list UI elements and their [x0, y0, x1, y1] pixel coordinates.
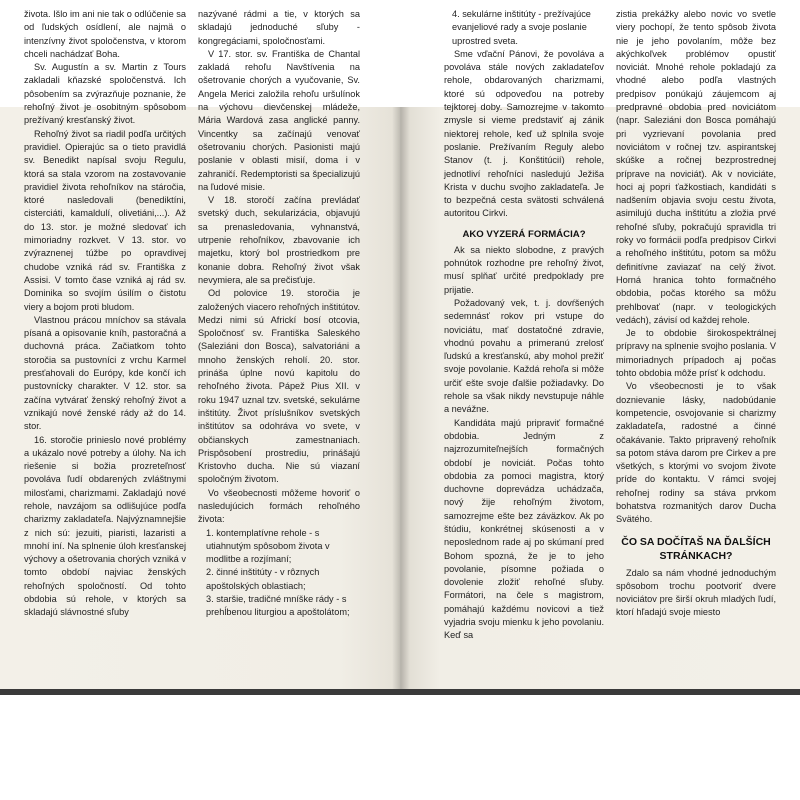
paragraph: Vlastnou prácou mníchov sa stávala písaná a opisovanie kníh, pastoračná a duchovná práca. Začiatkom tohto storočia sa pustovníci z vrchu Karmel presťahovali do Európy, kde končí ich pustovnícky charakter. V 12. stor. sa začína vytvárať ženský rehoľný život a vznikajú nové ženské rády až do 14. stor.	[24, 314, 186, 432]
paragraph: Je to obdobie širokospektrálnej prípravy na splnenie svojho poslania. V mimoriadnych prípadoch aj počas tohto obdobia môže prísť k odchodu.	[616, 328, 776, 379]
text-column-2	[198, 8, 360, 620]
paragraph: nazývané rádmi a tie, v ktorých sa skladajú jednoduché sľuby - kongregáciami, spoločnosťami.	[198, 9, 360, 46]
paragraph: Sme vďační Pánovi, že povoláva a povoláva stále nových zakladateľov rehole, obdarovaných charizmami, ktoré sú odpoveďou na potreby tejktorej doby. Samozrejme v takomto zmysle si vieme predstaviť aj zánik niektorej rehole, keď už splnila svoje poslanie. Prežívaním Reguly alebo Stanov (t. j. Konštitúcií) rehole, jednotliví rehoľníci nasledujú Ježiša Krista v duchu svojho zakladateľa. Je to bezpečná cesta svätosti schválená autoritou Cirkvi.	[444, 48, 604, 219]
paragraph: Od polovice 19. storočia je založených viacero rehoľných inštitútov. Medzi nimi sú Africkí bosí otcovia, Spoločnosť sv. Františka Saleského (Saleziáni don Bosca), salvatoriáni a mnoho ženských reholí. 20. stor. prináša úplne novú kapitolu do rehoľného života. Pápež Pius XII. v roku 1947 uznal tzv. svetské, sekulárne inštitúty. Život príslušníkov svetských inštitútov sa odohráva vo svete, v občianskych zamestnaniach. Prispôsobení prostrediu, prinášajú Kristovho ducha. Nie sú viazaní spoločným životom.	[198, 288, 360, 485]
list-item: 3. staršie, tradičné mníške rády - s prehĺbenou liturgiou a apoštolátom;	[206, 594, 350, 618]
list-item: 2. činné inštitúty - v rôznych apoštolských oblastiach;	[206, 567, 320, 591]
paragraph: Kandidáta majú pripraviť formačné obdobia. Jedným z najzrozumiteľnejších formačných období je noviciát. Počas tohto obdobia za pomoci magistra, ktorý duchovne doprevádza uchádzača, nový žije rehoľným životom, samozrejme ešte bez záväzkov. Ak po štúdiu, konkrétnej skúsenosti a v neposlednom rade aj po skúmaní pred Bohom spozná, že je to jeho povolanie, písomne požiada o dovolenie zložiť rehoľné sľuby. Formátori, na čele s magistrom, pomáhajú každému novicovi a tiež vyjadria svoju mienku k jeho povolaniu. Keď sa	[444, 417, 604, 641]
paragraph: Sv. Augustín a sv. Martin z Tours zakladali kňazské spoločenstvá. Ich pôsobením sa zvýrazňuje poznanie, že rehoľný život je osobitným spôsobom prežívaný kresťanský život.	[24, 62, 186, 126]
paragraph: zistia prekážky alebo novic vo svetle viery pochopí, že tento spôsob života nie je jeho povolaním, môže bez akýchkoľvek problémov opustiť noviciát. Mnohé rehole pokladajú za vhodné alebo podľa vlastných predpisov ponúkajú záujemcom aj predpravné obdobia pred noviciátom (napr. Saleziáni don Bosca pomáhajú pri vyzrievaní povolania pred noviciátom v ročnej tzv. aspirantskej skúške a ročnej bezprostrednej príprave na noviciát). Ak v noviciáte, hoci aj popri ťažkostiach, kandidáti s nadšením objavia svoju cestu života, asimilujú ducha inštitútu a zložia prvé rehoľné sľuby, pokračujú spravidla tri roky vo formácii podľa predpisov Cirkvi a rehoľného inštitútu, potom sa môžu definitívne zaviazať na celý život. Horná hranica tohto formačného obdobia, počas ktorého sa môžu prehlbovať (napr. v teologických vedách), závisí od každej rehole.	[616, 9, 776, 325]
paragraph: Ak sa niekto slobodne, z pravých pohnútok rozhodne pre rehoľný život, musí splňať určité predpoklady pre prijatie.	[444, 244, 604, 295]
text-column-1	[24, 8, 186, 620]
paragraph: Vo všeobecnosti je to však doznievanie lásky, nadobúdanie kompetencie, osvojovanie si charizmy zakladateľa, radostné a činné očakávanie. Takto pripravený rehoľník sa potom stáva darom pre Cirkev a pre všetkých, s ktorými vo svojom živote príde do kontaktu. V rámci svojej rehoľnej rodiny sa stáva prvkom bohatstva rozmanitých darov Ducha Svätého.	[616, 381, 776, 525]
list-item: 4. sekulárne inštitúty - prežívajúce evanjeliové rady a svoje poslanie uprostred sveta.	[452, 9, 591, 46]
paragraph: V 17. stor. sv. Františka de Chantal zakladá rehoľu Navštívenia na ošetrovanie chorých a vyučovanie, Sv. Angela Merici založila rehoľu uršulínok na výchovu dievčenskej mládeže, Mária Wardová zasa anglické panny. Vincentky sa začínajú venovať ošetrovaniu chorých. Pasionisti majú poslanie v oblasti misií, doma i v zahraničí. Redemptoristi sa špecializujú na ľudové misie.	[198, 48, 360, 192]
text-column-3	[444, 8, 604, 643]
paragraph: V 18. storočí začína prevládať svetský duch, sekularizácia, objavujú sa prenasledovania, vyhnanstvá, utrpenie rehoľníkov, zbavovanie ich majetku, ktorý bol prostriedkom pre konanie dobra. Rehoľný život však nevymiera, ale sa prečisťuje.	[198, 195, 360, 285]
paragraph: života. Išlo im ani nie tak o odlúčenie sa od ľudských osídlení, ale najmä o intenzívny život spoločenstva, v ktorom chceli nachádzať Boha.	[24, 9, 186, 59]
paragraph: Požadovaný vek, t. j. dovŕšených sedemnásť rokov pri vstupe do noviciátu, mať dostatočné zdravie, vhodnú povahu a primeranú zrelosť ľudskú a kresťanskú, aby mohol prežiť svoje povolanie. Každá rehoľa si môže určiť ešte svoje ďalšie požiadavky. Do rehole sa však nikdy nevstupuje náhle a nevážne.	[444, 297, 604, 415]
book-gutter	[392, 107, 410, 689]
paragraph: Rehoľný život sa riadil podľa určitých pravidiel. Opierajúc sa o tieto pravidlá sv. Benedikt napísal svoju Regulu, ktorá sa stala vzorom na zostavovanie pravidiel života rehoľníkov na stáročia, ktoré nasledovali (benediktíni, cisterciáti, kamaldulí, olivetiáni,...). Až do 13. stor. je možné sledovať ich mimoriadny rozkvet. V 13. stor. vo zvýraznenej túžbe po opravdivej chudobe vzniká rád sv. Františka z Assisi. V tomto čase vzniká aj rád sv. Dominika so svojím úsilím o čistotu viery a bojom proti bludom.	[24, 128, 186, 312]
page-bottom-edge	[0, 689, 800, 695]
paragraph: 16. storočie prinieslo nové problémy a ukázalo nové potreby a úlohy. Na ich riešenie si božia prozreteľnosť povoláva ľudí obdarených zvláštnymi milosťami, charizmami. Zakladajú nové rehole, navzájom sa odlišujúce podľa charizmy zakladateľa. Najvýznamnejšie z nich sú: jezuiti, piaristi, lazaristi a mnohí iní. Na splnenie úloh kresťanskej výchovy a ošetrovania chorých vzniká v tomto období najviac ženských rehoľných spoločností. Od tohto obdobia sú rehole, v ktorých sa skladajú slávnostné sľuby	[24, 434, 186, 618]
section-heading: AKO VYZERÁ FORMÁCIA?	[462, 228, 586, 240]
paragraph: Vo všeobecnosti môžeme hovoriť o nasledujúcich formách rehoľného života:	[198, 487, 360, 525]
text-column-4	[616, 8, 776, 620]
paragraph: Zdalo sa nám vhodné jednoduchým spôsobom trochu pootvoriť dvere noviciátov pre širší okruh mladých ľudí, ktorí hľadajú svoje miesto	[616, 567, 776, 618]
section-heading: ČO SA DOČÍTAŠ NA ĎALŠÍCH STRÁNKACH?	[621, 535, 771, 562]
list-item: 1. kontemplatívne rehole - s utiahnutým spôsobom života v modlitbe a rozjímaní;	[206, 527, 330, 565]
